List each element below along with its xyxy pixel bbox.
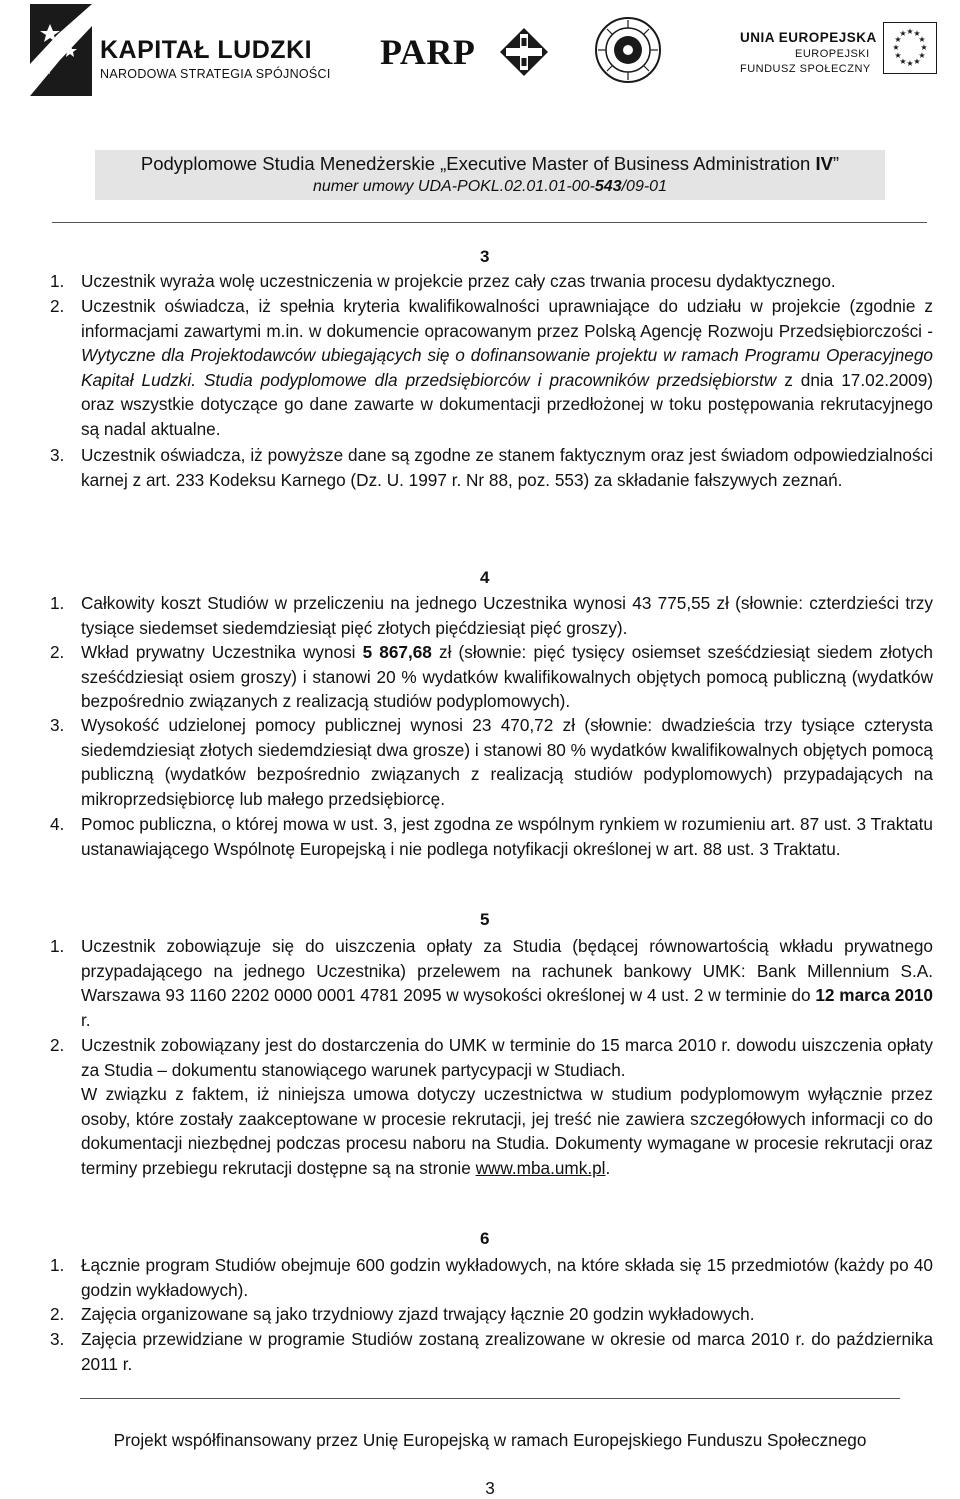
eu-logo [740,22,940,82]
svg-text:★: ★ [920,43,928,52]
header-divider [52,222,927,223]
section-heading: 6 [480,1229,490,1248]
svg-text:★: ★ [918,51,926,60]
kapital-ludzki-emblem-icon [30,4,92,96]
svg-text:★: ★ [918,35,926,44]
project-banner [95,150,885,200]
parp-emblem-icon [500,28,548,76]
eu-line-1: UNIA EUROPEJSKA [740,30,877,45]
eu-flag-icon [883,22,937,74]
svg-text:★: ★ [913,57,921,66]
section-heading: 5 [480,910,490,929]
svg-text:★: ★ [894,51,902,60]
eu-line-2: EUROPEJSKI [795,48,870,60]
parp-logo [380,28,550,88]
kapital-ludzki-logo [30,4,331,96]
umk-seal-icon [593,16,663,84]
svg-text:★: ★ [906,27,914,36]
eu-line-3: FUNDUSZ SPOŁECZNY [740,63,871,75]
kapital-ludzki-subtitle: NARODOWA STRATEGIA SPÓJNOŚCI [100,67,331,81]
page-number: 3 [485,1478,495,1498]
section-heading: 3 [480,247,490,266]
footer-cofinancing-note: Projekt współfinansowany przez Unię Europejską w ramach Europejskiego Funduszu Społecznego [113,1430,867,1450]
svg-text:★: ★ [899,57,907,66]
logo-strip [0,0,960,100]
parp-wordmark: PARP [380,32,476,72]
svg-text:★: ★ [906,59,914,68]
svg-text:★: ★ [892,43,900,52]
banner-contract-number: numer umowy UDA-POKL.02.01.01-00-543/09-01 [313,178,667,195]
footer-divider [80,1398,900,1399]
section-heading: 4 [480,568,490,587]
mba-website-link[interactable]: www.mba.umk.pl [475,1157,606,1178]
banner-title: Podyplomowe Studia Menedżerskie „Executive Master of Business Administration IV” [140,153,840,174]
svg-text:★: ★ [899,29,907,38]
svg-text:★: ★ [913,29,921,38]
recruitment-paragraph: W związku z faktem, iż niniejsza umowa dotyczy uczestnictwa w studium podyplomowym wyłącznie przez osoby, które zostały zaakceptowane w procesie rekrutacji, jej treść nie zawiera szczegółowych informacji co do dokumentacji niezbędnej podczas procesu naboru na Studia. Dokumenty wymagane w procesie rekrutacji oraz terminy przebiegu rekrutacji dostępne są na stronie www.mba.umk.pl. [81,1084,933,1178]
kapital-ludzki-title: KAPITAŁ LUDZKI [100,36,313,64]
svg-text:★: ★ [894,35,902,44]
